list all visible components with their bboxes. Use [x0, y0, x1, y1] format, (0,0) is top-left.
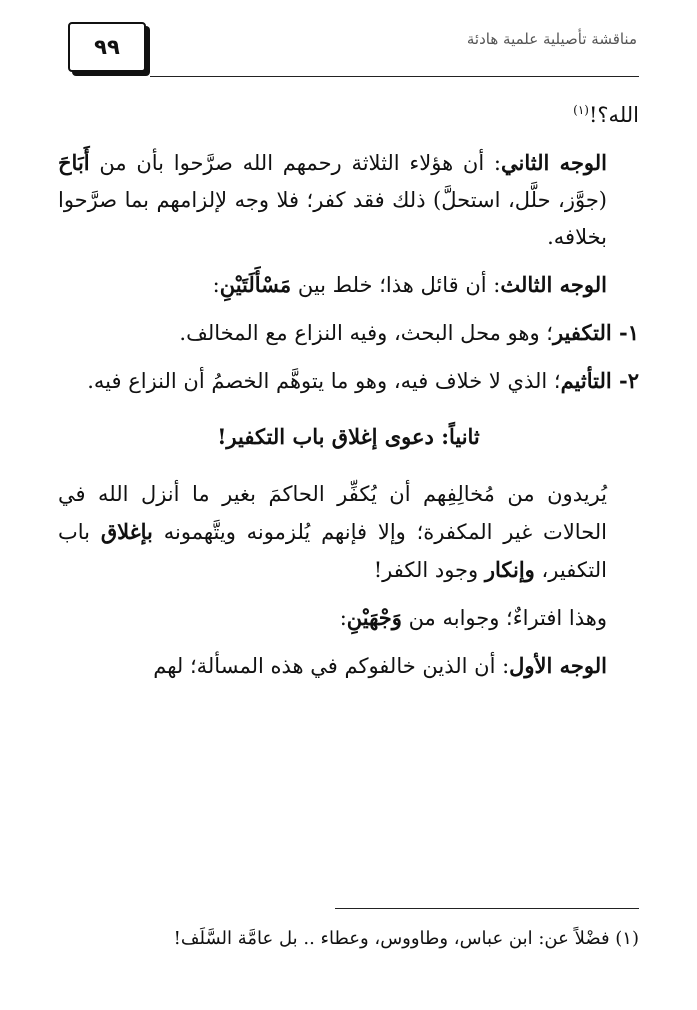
second-aspect-text-b: (جوَّز، حلَّل، استحلَّ) ذلك فقد كفر؛ فلا وجه لإلزامهم بما صرَّحوا بخلافه. — [58, 188, 607, 249]
third-aspect-heading: الوجه الثالث — [500, 272, 607, 297]
second-aspect-bold: أَبَاحَ — [58, 150, 90, 175]
footnote-rule — [335, 908, 639, 909]
claim-text-b: باب التكفير، — [58, 520, 607, 582]
response-text-b: : — [339, 606, 347, 630]
list-item-1 — [58, 314, 639, 352]
paragraph-second-aspect — [58, 144, 639, 256]
list-item-2-heading: ٢- التأثيم — [560, 368, 639, 393]
section-heading-lead: ثانياً — [448, 424, 480, 449]
paragraph-third-aspect — [58, 266, 639, 304]
page-number-text: ٩٩ — [94, 35, 120, 59]
section-heading-title: : دعوى إغلاق باب التكفير! — [217, 424, 449, 449]
second-aspect-heading: الوجه الثاني — [500, 150, 608, 175]
continuation-text: الله؟! — [588, 103, 639, 127]
paragraph-first-aspect — [58, 647, 639, 685]
first-aspect-heading: الوجه الأول — [509, 653, 607, 678]
page-number — [68, 22, 146, 72]
claim-text-a: يُريدون من مُخالِفِهم أن يُكفِّر الحاكمَ بغير ما أنزل الله في الحالات غير المكفرة؛ وإلا فإنهم يُلزمونه ويتَّهمونه — [58, 482, 607, 544]
list-item-2 — [58, 362, 639, 400]
page-body — [58, 92, 639, 695]
claim-text-c: وجود الكفر! — [373, 558, 485, 582]
footnote: (١) فضْلاً عن: ابن عباس، وطاووس، وعطاء .. بل عامَّة السَّلَف! — [173, 928, 639, 949]
section-heading — [58, 418, 639, 456]
paragraph-continuation — [58, 92, 639, 134]
footnote-ref: (١) — [573, 103, 589, 117]
third-aspect-bold: مَسْأَلَتَيْنِ — [219, 272, 292, 297]
second-aspect-text-a: : أن هؤلاء الثلاثة رحمهم الله صرَّحوا بأن من — [89, 151, 501, 175]
list-item-1-text: ؛ وهو محل البحث، وفيه النزاع مع المخالف. — [179, 321, 553, 345]
third-aspect-text-a: : أن قائل هذا؛ خلط بين — [291, 273, 501, 297]
response-text-a: وهذا افتراءٌ؛ وجوابه من — [401, 606, 607, 630]
first-aspect-text: : أن الذين خالفوكم في هذه المسألة؛ لهم — [153, 654, 510, 678]
running-title: مناقشة تأصيلية علمية هادئة — [466, 30, 637, 48]
third-aspect-text-b: : — [212, 273, 220, 297]
claim-bold-1: بإغلاق — [100, 519, 153, 544]
paragraph-claim — [58, 476, 639, 589]
list-item-1-heading: ١- التكفير — [552, 320, 639, 345]
paragraph-response — [58, 599, 639, 637]
list-item-2-text: ؛ الذي لا خلاف فيه، وهو ما يتوهَّم الخصمُ أن النزاع فيه. — [87, 369, 561, 393]
claim-bold-2: وإنكار — [484, 557, 535, 582]
response-bold: وَجْهَيْنِ — [346, 605, 402, 630]
header-rule — [150, 76, 639, 77]
